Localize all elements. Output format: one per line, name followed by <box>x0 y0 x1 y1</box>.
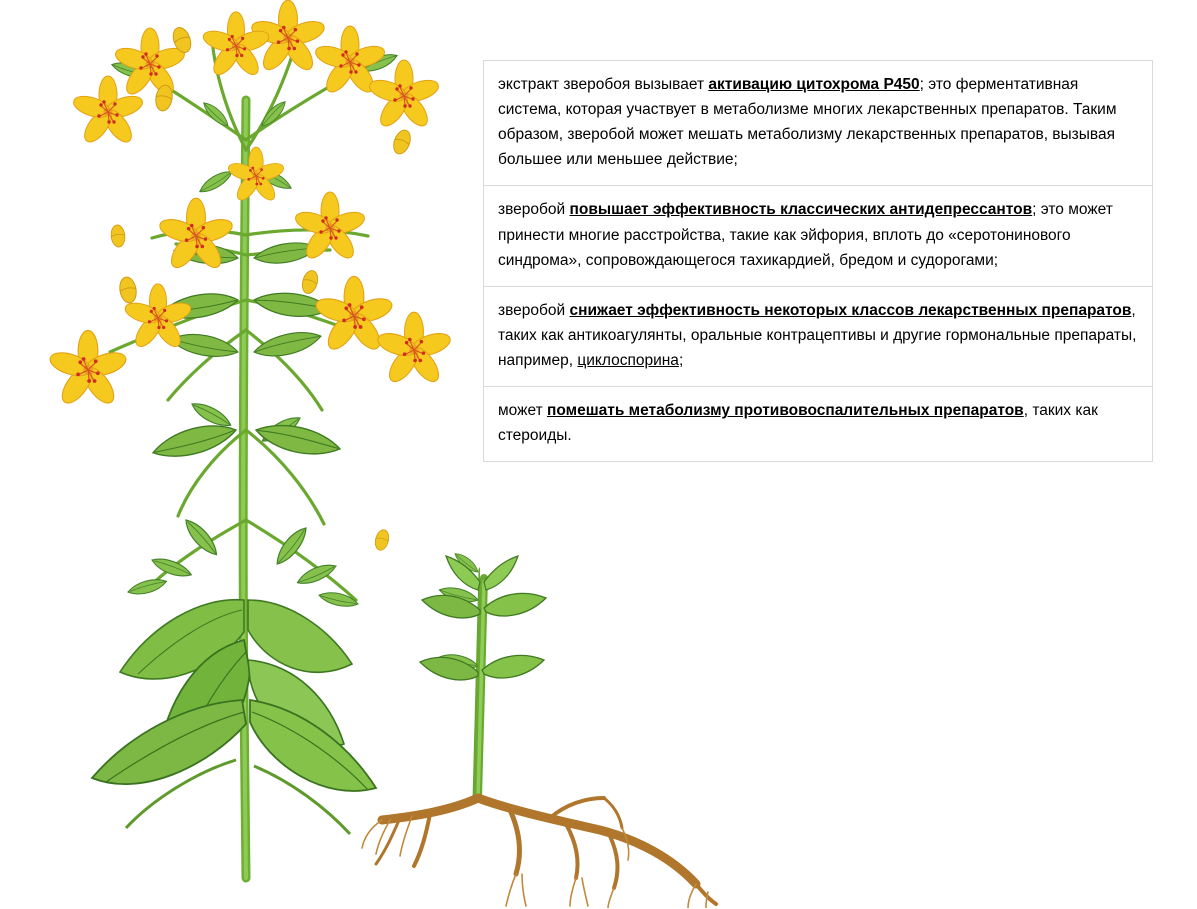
plant-stem <box>243 100 246 878</box>
body-text: , таких как антикоагулянты, оральные контрацептивы и другие гормональные препараты, например, <box>498 301 1137 369</box>
body-text: ; <box>678 351 684 369</box>
info-row-reduced-efficacy <box>484 287 1152 387</box>
body-text: ; это может принести многие расстройства, такие как эйфория, вплоть до «серотонинового синдрома», сопровождающегося тахикардией, бредом и судорогами; <box>498 201 1113 269</box>
info-row-antidepressants <box>484 186 1152 286</box>
highlight-term: активацию цитохрома P450 <box>708 76 920 93</box>
body-text: экстракт зверобоя вызывает <box>498 76 709 93</box>
body-text: ; это ферментативная система, которая участвует в метаболизме многих лекарственных препаратов. Таким образом, зверобой может мешать метаболизму лекарственных препаратов, вызывая большее или меньшее действие; <box>498 76 1117 169</box>
info-row-text <box>498 197 1138 272</box>
info-row-text <box>498 72 1138 172</box>
underlined-term: циклоспорина <box>577 351 679 369</box>
info-panel <box>483 60 1153 462</box>
highlight-term: снижает эффективность некоторых классов лекарственных препаратов <box>569 301 1132 319</box>
body-text: может <box>498 402 547 420</box>
body-text: зверобой <box>498 301 570 319</box>
highlight-term: помешать метаболизму противовоспалительных препаратов <box>546 402 1024 420</box>
body-text: , таких как стероиды. <box>498 402 1098 445</box>
highlight-term: повышает эффективность классических антидепрессантов <box>569 201 1033 219</box>
info-row-antiinflammatory <box>484 387 1152 462</box>
body-text: зверобой <box>498 201 570 219</box>
plant-root-system <box>360 548 780 908</box>
info-row-text <box>498 398 1138 448</box>
info-row-text <box>498 298 1138 373</box>
info-row-cytochrome <box>484 61 1152 186</box>
